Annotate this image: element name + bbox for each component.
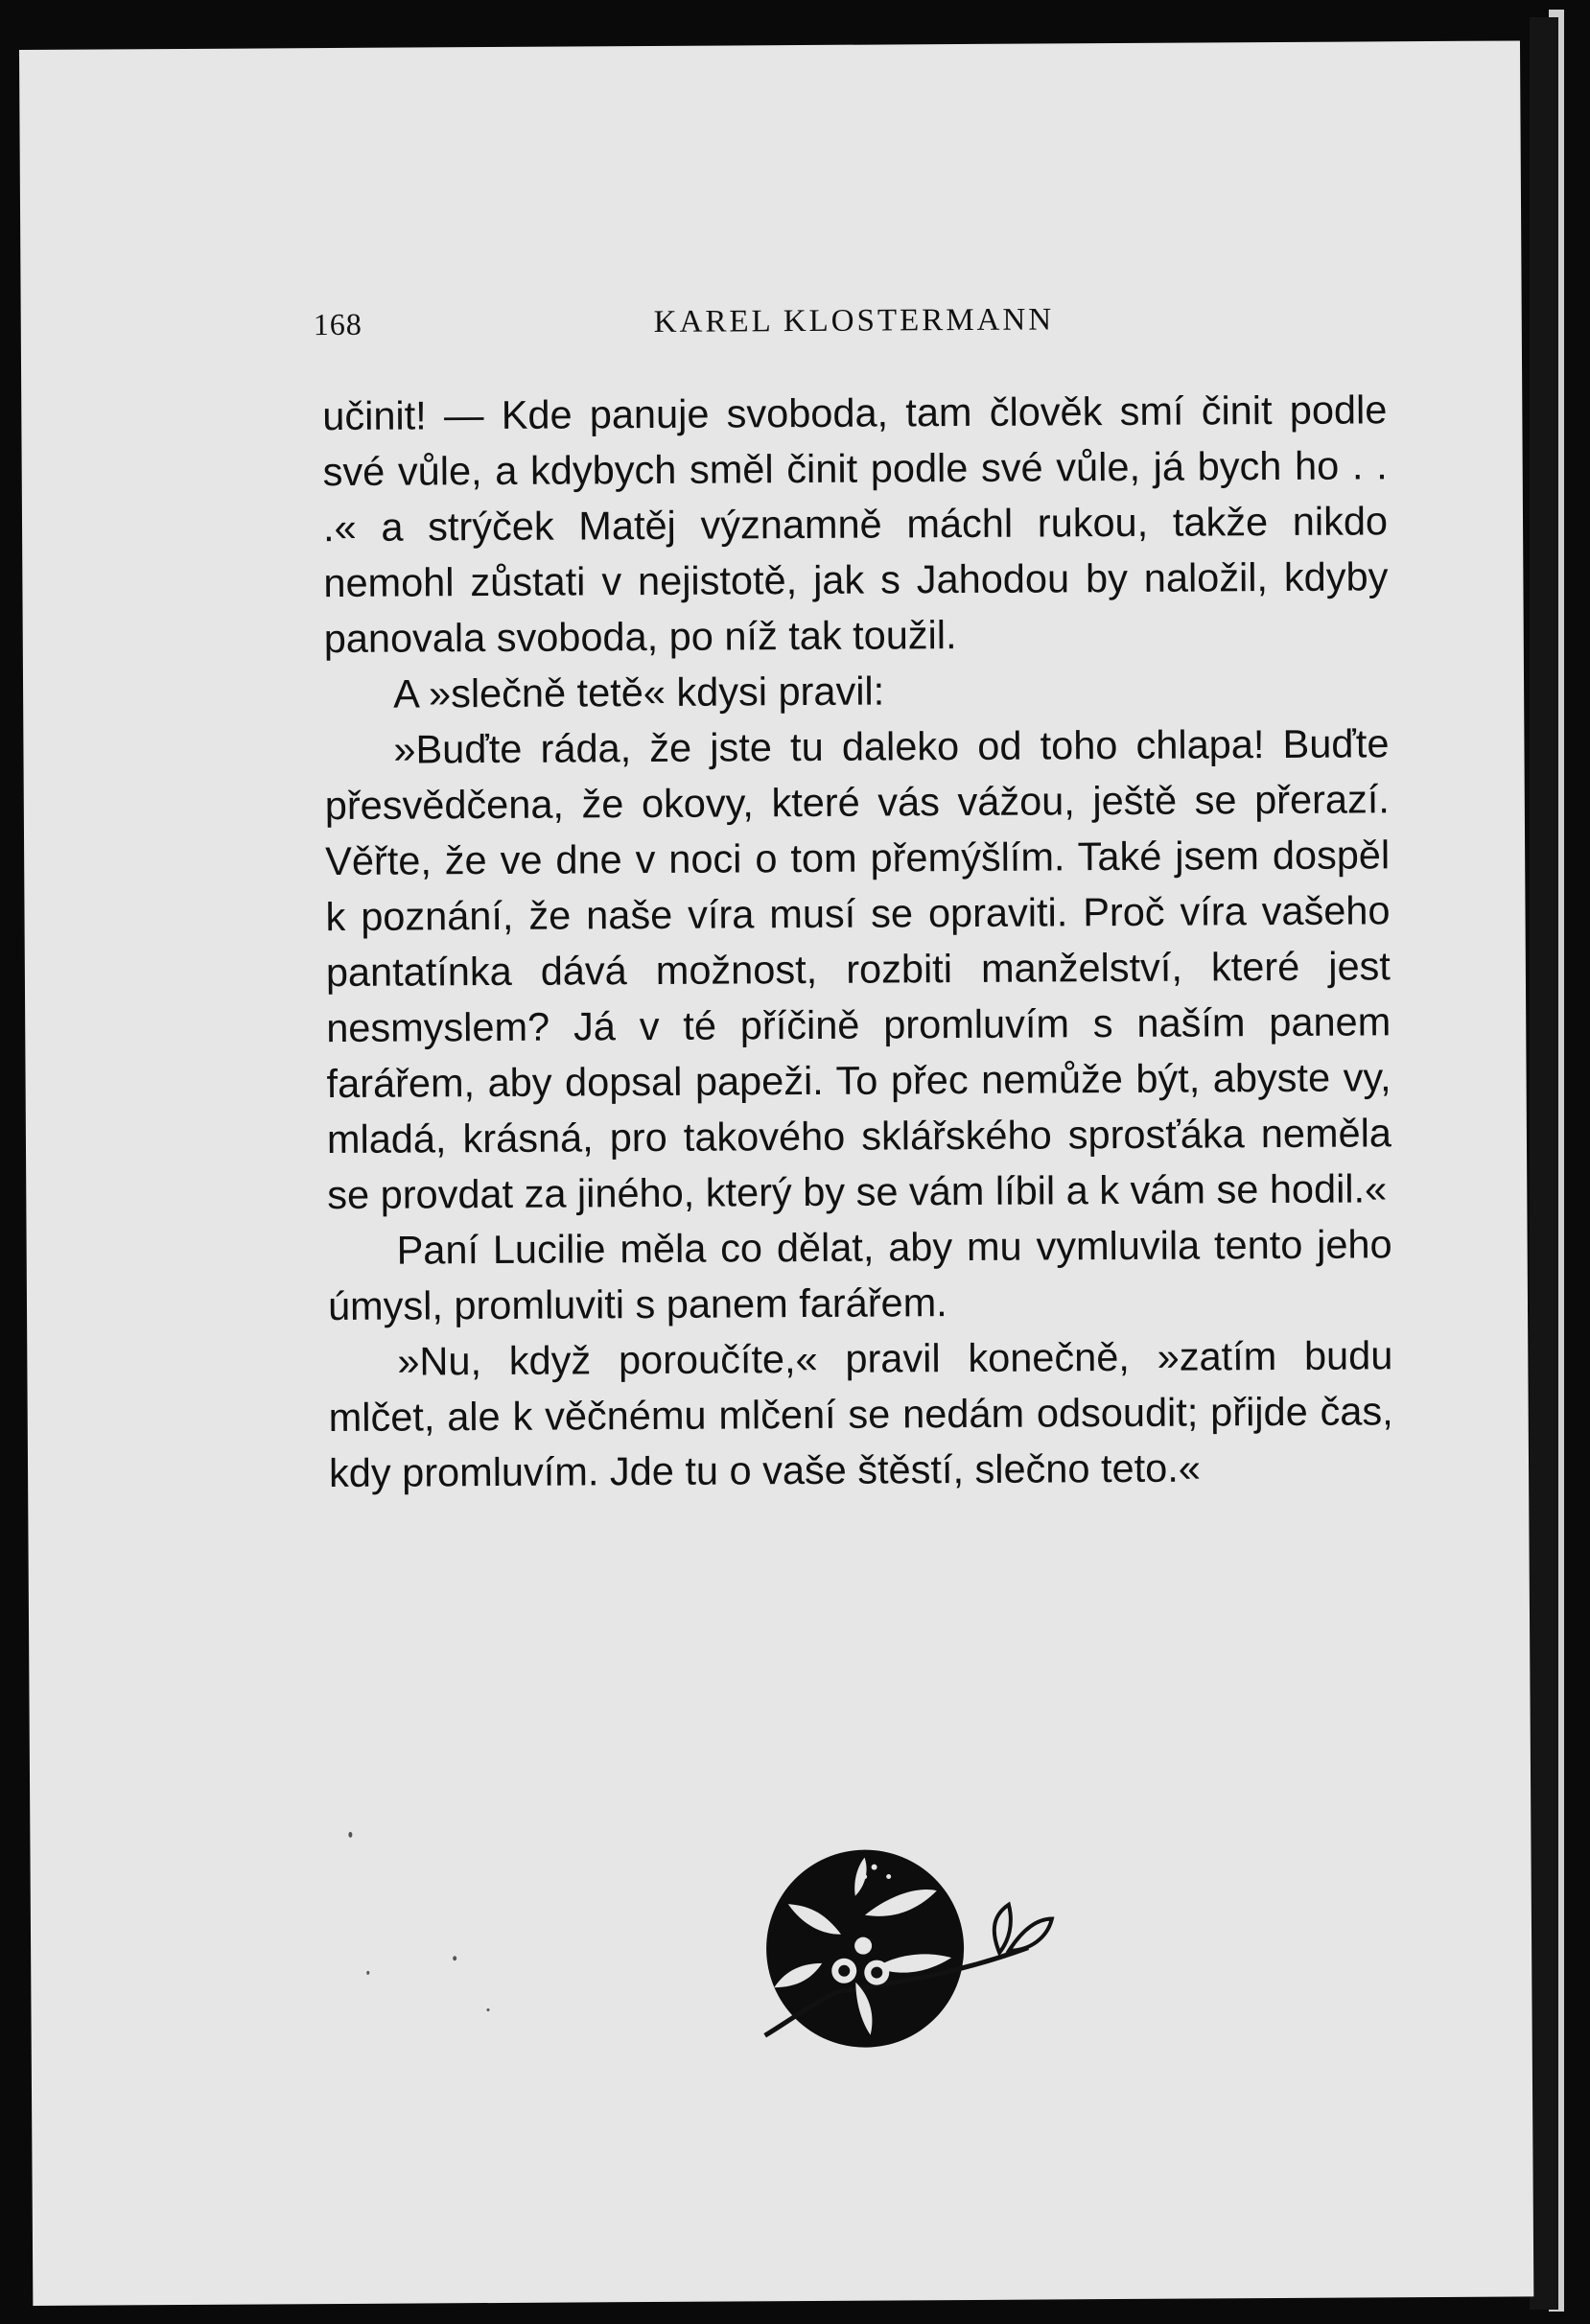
book-page	[19, 40, 1533, 2306]
page-gutter-shadow	[1530, 17, 1558, 2310]
paragraph-5: »Nu, když poroučíte,« pravil konečně, »zatím budu mlčet, ale k věčnému mlčení se nedám odsoudit; přijde čas, kdy promluvím. Jde tu o vaše štěstí, slečno teto.«	[328, 1332, 1393, 1496]
paragraph-1: učinit! — Kde panuje svoboda, tam člověk smí činit podle své vůle, a kdybych směl činit podle své vůle, já bych ho . . .« a strýček Matěj významně máchl rukou, takže nikdo nemohl zůstati v nejistotě, jak s Jahodou by naložil, kdyby panovala svoboda, po níž tak toužil.	[322, 387, 1389, 662]
paragraph-2: A »slečně tetě« kdysi pravil:	[392, 668, 885, 716]
scan-speck	[453, 1956, 456, 1960]
running-head: KAREL KLOSTERMANN	[653, 302, 1055, 340]
scan-speck	[348, 1832, 352, 1838]
body-text	[322, 382, 1393, 1501]
page-number: 168	[313, 306, 362, 342]
paragraph-4: Paní Lucilie měla co dělat, aby mu vymluvila tento jeho úmysl, promluviti s panem farářem.	[327, 1221, 1392, 1329]
flower-ornament-icon	[720, 1837, 1066, 2059]
scan-speck	[366, 1971, 369, 1975]
paragraph-3: »Buďte ráda, že jste tu daleko od toho chlapa! Buďte přesvědčena, že okovy, které vás vážou, ještě se přerazí. Věřte, že ve dne v noci o tom přemýšlím. Také jsem dospěl k poznání, že naše víra musí se opraviti. Proč víra vašeho pantatínka dává možnost, rozbiti manželství, které jest nesmyslem? Já v té příčině promluvím s naším panem farářem, aby dopsal papeži. To přec nemůže být, abyste vy, mladá, krásná, pro takového sklářského sprosťáka neměla se provdat za jiného, který by se vám líbil a k vám se hodil.«	[324, 720, 1392, 1218]
page-header	[21, 299, 1522, 366]
scan-speck	[486, 2008, 489, 2011]
